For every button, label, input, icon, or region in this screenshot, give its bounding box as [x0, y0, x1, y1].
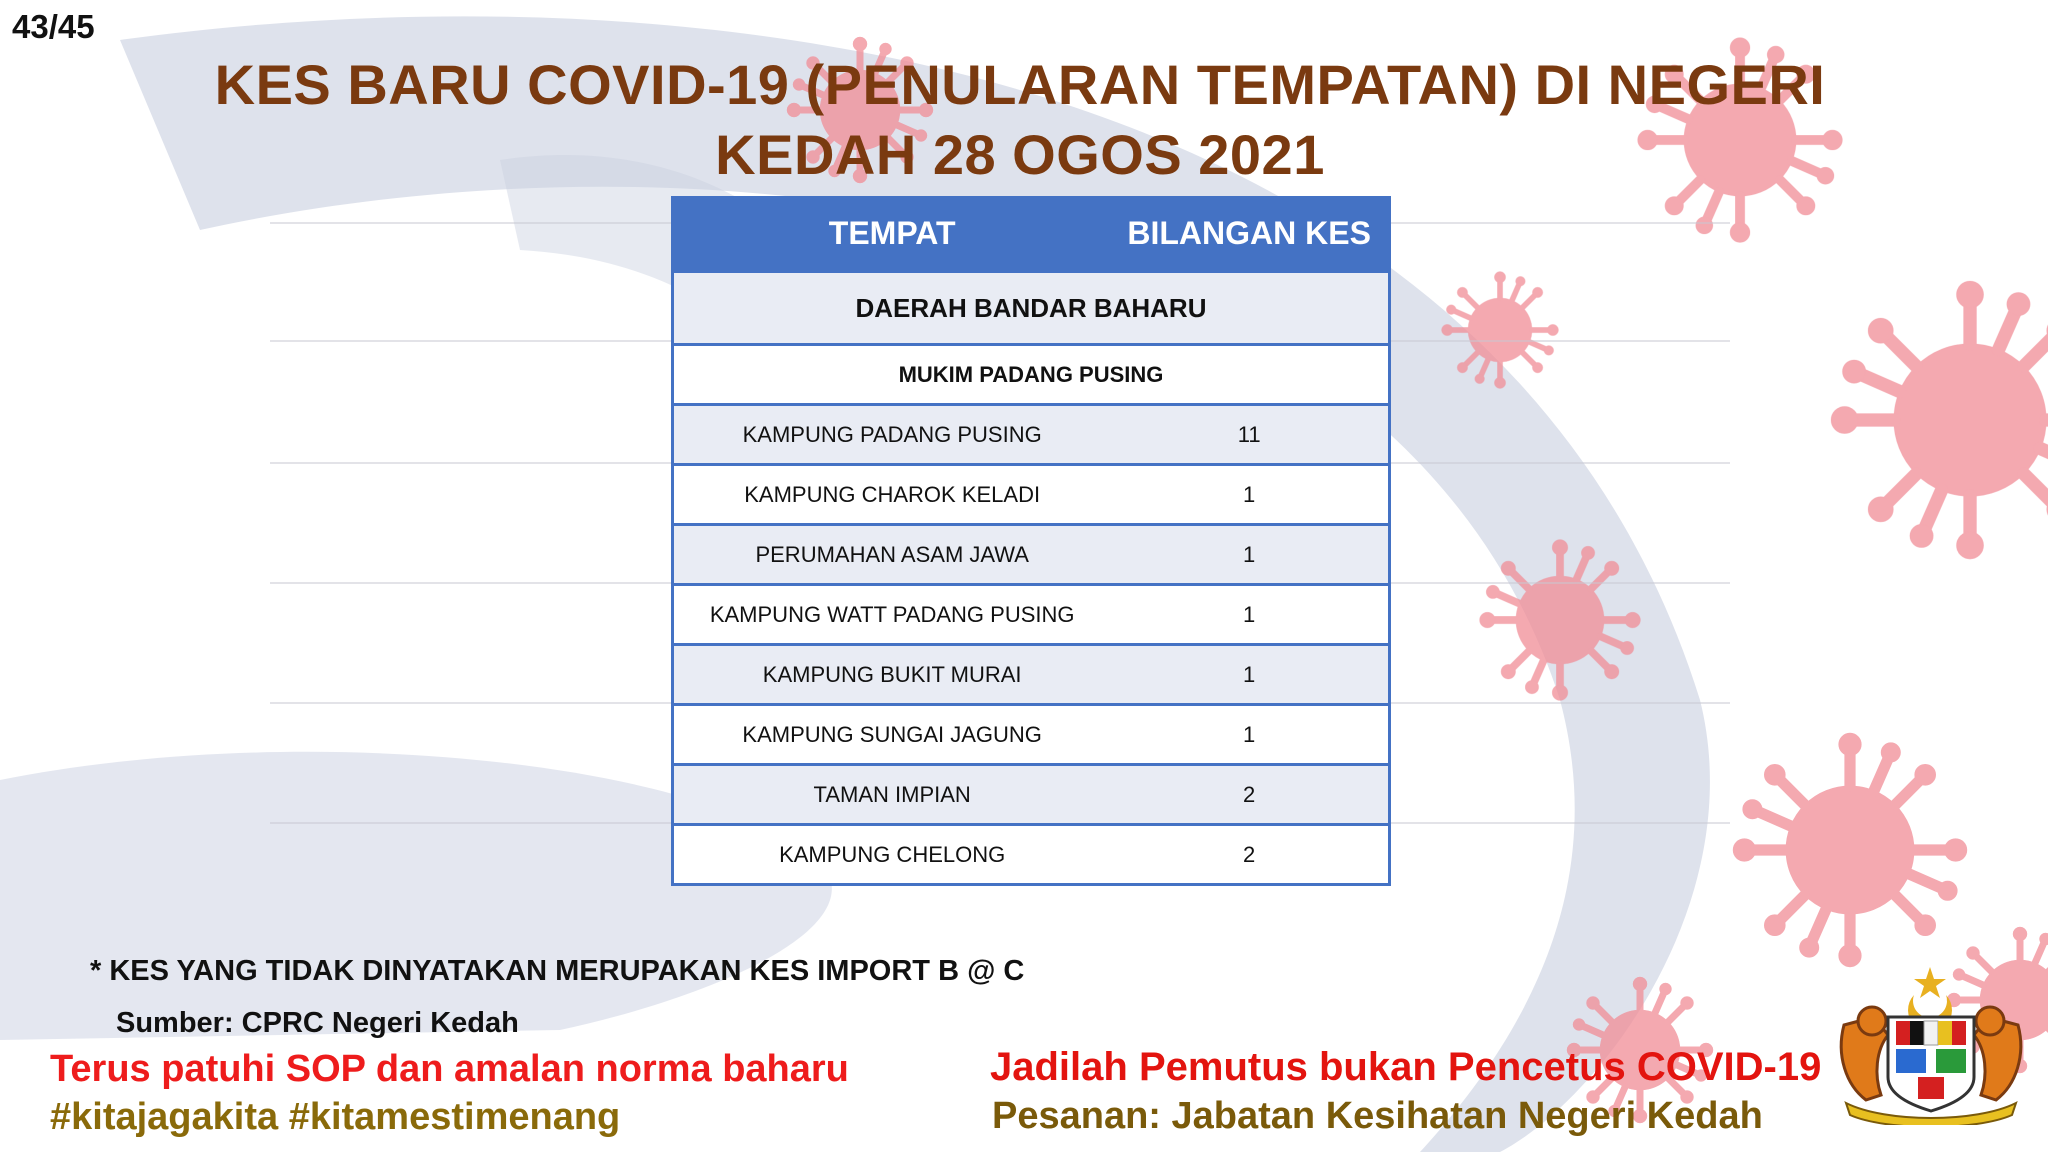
table-row	[674, 463, 1388, 523]
page-title	[180, 50, 1860, 190]
table-row	[674, 823, 1388, 883]
state-emblem-icon	[1826, 965, 2036, 1125]
cases-table	[671, 196, 1391, 886]
place-cell: KAMPUNG WATT PADANG PUSING	[709, 601, 1075, 627]
source-credit: Sumber: CPRC Negeri Kedah	[116, 1007, 519, 1039]
hashtags: #kitajagakita #kitamestimenang	[50, 1096, 621, 1138]
cases-cell: 1	[1243, 721, 1256, 747]
mukim-row: MUKIM PADANG PUSING	[674, 343, 1388, 403]
cases-cell: 2	[1243, 781, 1256, 807]
footnote: * KES YANG TIDAK DINYATAKAN MERUPAKAN KES IMPORT B @ C	[90, 955, 1025, 987]
table-row	[674, 643, 1388, 703]
table-header	[674, 196, 1388, 270]
sop-reminder: Terus patuhi SOP dan amalan norma baharu	[50, 1048, 849, 1090]
cases-cell: 1	[1243, 541, 1256, 567]
message-credit: Pesanan: Jabatan Kesihatan Negeri Kedah	[992, 1095, 1763, 1137]
table-row	[674, 523, 1388, 583]
cases-cell: 1	[1243, 661, 1256, 687]
cases-cell: 2	[1243, 841, 1256, 867]
district-row: DAERAH BANDAR BAHARU	[674, 270, 1388, 343]
place-cell: KAMPUNG SUNGAI JAGUNG	[742, 721, 1042, 747]
table-row	[674, 403, 1388, 463]
table-row	[674, 703, 1388, 763]
place-cell: PERUMAHAN ASAM JAWA	[755, 541, 1029, 567]
place-cell: KAMPUNG PADANG PUSING	[742, 421, 1042, 447]
table-row	[674, 763, 1388, 823]
title-line-1: KES BARU COVID-19 (PENULARAN TEMPATAN) DI NEGERI	[214, 53, 1826, 116]
place-cell: KAMPUNG BUKIT MURAI	[762, 661, 1022, 687]
page-counter: 43/45	[12, 8, 95, 45]
header-place: TEMPAT	[828, 214, 956, 251]
cases-cell: 11	[1237, 421, 1261, 447]
header-cases: BILANGAN KES	[1127, 214, 1371, 251]
cases-cell: 1	[1243, 481, 1256, 507]
campaign-slogan: Jadilah Pemutus bukan Pencetus COVID-19	[990, 1045, 1822, 1089]
cases-cell: 1	[1243, 601, 1256, 627]
table-row	[674, 583, 1388, 643]
place-cell: TAMAN IMPIAN	[813, 781, 971, 807]
place-cell: KAMPUNG CHELONG	[779, 841, 1006, 867]
title-line-2: KEDAH 28 OGOS 2021	[715, 123, 1325, 186]
place-cell: KAMPUNG CHAROK KELADI	[744, 481, 1041, 507]
